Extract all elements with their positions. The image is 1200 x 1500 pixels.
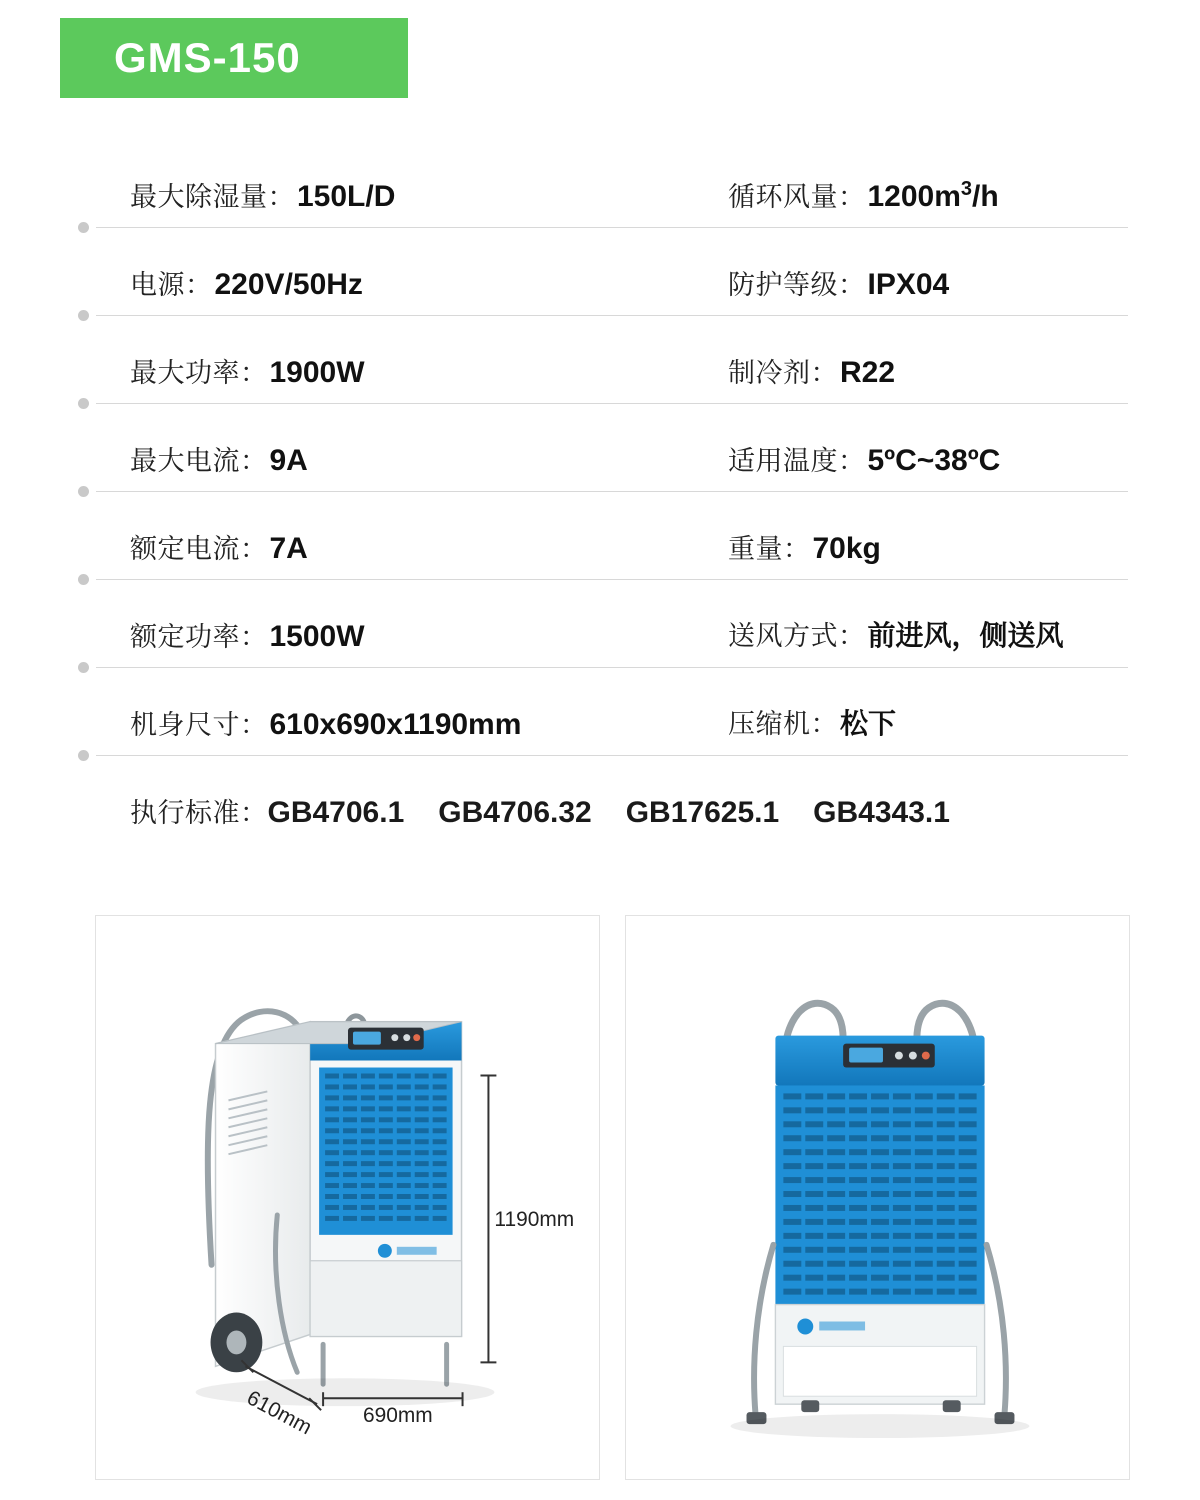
spec-row (78, 668, 1128, 756)
standard-value: GB4706.1 (267, 796, 405, 829)
spec-value: 1900W (269, 356, 365, 389)
spec-row (78, 140, 1128, 228)
spec-value: 松下 (840, 708, 897, 739)
spec-label: 重量： (728, 534, 811, 564)
spec-cell-air-supply-mode (728, 614, 1064, 654)
control-display (353, 1032, 381, 1045)
model-title-badge (60, 18, 408, 98)
spec-value: $1200m^3/h$ (867, 178, 999, 213)
spec-row (78, 228, 1128, 316)
product-photo-gallery (95, 915, 1105, 1480)
grille-slots (783, 1093, 976, 1294)
product-photo-front (625, 915, 1130, 1480)
spec-value: 610x690x1190mm (269, 708, 522, 741)
standard-value: GB17625.1 (625, 796, 780, 829)
dimension-width-label: 610mm (243, 1386, 316, 1440)
spec-row (78, 404, 1128, 492)
page-title: GMS-150 (114, 34, 301, 81)
spec-value: 150L/D (297, 180, 396, 213)
control-button (391, 1034, 398, 1041)
machine-lower-body (310, 1261, 461, 1337)
spec-value: 220V/50Hz (214, 268, 363, 301)
spec-value: R22 (840, 356, 896, 389)
standard-value: GB4706.32 (438, 796, 592, 829)
spec-label: 电源： (130, 270, 213, 300)
product-photo-angled (95, 915, 600, 1480)
wheel-hub (226, 1330, 246, 1354)
spec-cell-power-supply (130, 263, 363, 302)
spec-value: 1500W (269, 620, 365, 653)
spec-label: 额定功率： (130, 622, 268, 652)
spec-value: 7A (269, 532, 308, 565)
spec-row (78, 580, 1128, 668)
spec-label: 防护等级： (728, 270, 866, 300)
spec-cell-operating-temperature (728, 439, 1000, 478)
spec-cell-max-current (130, 439, 308, 478)
spec-cell-standards (130, 791, 950, 830)
spec-label: 循环风量： (728, 182, 866, 212)
spec-cell-body-size (130, 703, 521, 742)
spec-cell-max-dehumidification (130, 175, 395, 214)
spec-label: 最大除湿量： (130, 182, 295, 212)
spec-cell-weight (728, 527, 881, 566)
spec-value: 前进风，侧送风 (867, 620, 1064, 651)
spec-cell-rated-current (130, 527, 308, 566)
control-display (849, 1048, 883, 1063)
spec-label: 压缩机： (728, 709, 838, 739)
spec-value: 9A (269, 444, 308, 477)
specification-table (78, 140, 1128, 844)
spec-cell-max-power (130, 351, 365, 390)
spec-cell-protection-grade (728, 263, 949, 302)
standard-value: GB4343.1 (813, 796, 950, 829)
spec-value: IPX04 (867, 268, 950, 301)
control-button (895, 1052, 903, 1060)
spec-row (78, 316, 1128, 404)
dimension-height-label: 1190mm (494, 1207, 575, 1231)
spec-label: 最大电流： (130, 446, 268, 476)
control-button (922, 1052, 930, 1060)
lower-panel-seam (783, 1346, 976, 1396)
foot-pad (801, 1400, 819, 1412)
spec-value: 5ºC~38ºC (867, 444, 1001, 477)
spec-label: 送风方式： (728, 621, 866, 651)
spec-cell-rated-power (130, 615, 365, 654)
spec-label: 最大功率： (130, 358, 268, 388)
shadow (196, 1378, 495, 1406)
spec-cell-air-volume (728, 175, 999, 214)
standards-values (268, 796, 950, 830)
spec-label: 额定电流： (130, 534, 268, 564)
spec-row-standards (78, 756, 1128, 844)
dimension-depth-label: 690mm (362, 1404, 433, 1428)
spec-label: 适用温度： (728, 446, 866, 476)
spec-row (78, 492, 1128, 580)
control-button (413, 1034, 420, 1041)
foot-pad (943, 1400, 961, 1412)
control-button (909, 1052, 917, 1060)
shadow (731, 1414, 1030, 1438)
spec-value: 70kg (812, 532, 881, 565)
spec-cell-refrigerant (728, 351, 895, 390)
control-button (403, 1034, 410, 1041)
spec-label: 制冷剂： (728, 358, 838, 388)
spec-label: 执行标准： (130, 798, 268, 828)
spec-label: 机身尺寸： (130, 710, 268, 740)
spec-cell-compressor (728, 702, 896, 742)
